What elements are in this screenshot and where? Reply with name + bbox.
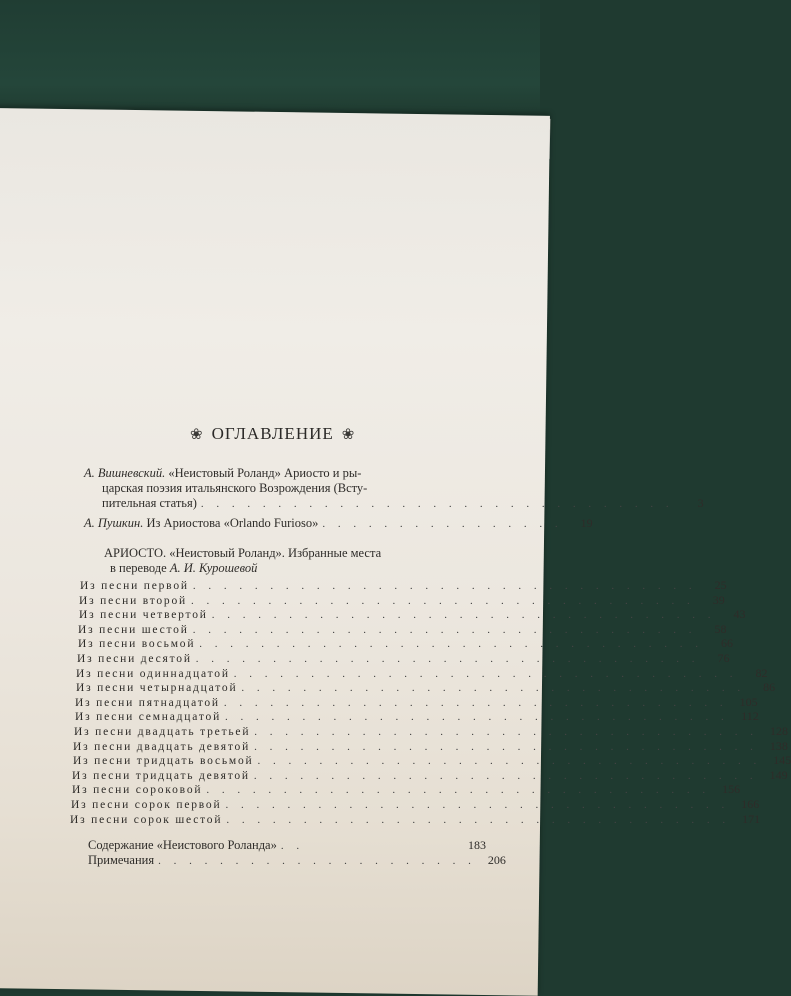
dot-leader: . . . . . . . . . . . . . . . . . . . . . . . . . . . . . . . . . (195, 652, 700, 665)
entry-title: Из песни сорок шестой (70, 813, 223, 826)
ornament-right-icon: ❀ (341, 426, 356, 443)
dot-leader: . . . . . . . . . . . . . . . . . . . . . (158, 855, 476, 867)
toc-heading (190, 424, 390, 444)
page-number: 66 (721, 636, 734, 651)
page-number: 19 (580, 516, 593, 530)
list-item (75, 709, 759, 724)
list-item (80, 578, 727, 593)
list-item (76, 680, 776, 695)
toc-entry-pushkin (84, 516, 593, 531)
dot-leader: . . . . . . . . . . . . . . . . . . . . . . . . . . . . . . . . . (223, 696, 728, 709)
entry-title: Из песни шестой (78, 623, 189, 636)
list-item (73, 753, 791, 768)
dot-leader: . . . . . . . . . . . . . . . . . . . . . . . . . . . . . . . . . (254, 740, 758, 753)
entry-title: Из песни первой (80, 580, 189, 592)
toc-end-items (88, 838, 506, 868)
page-number: 206 (487, 853, 506, 867)
list-item (74, 723, 789, 739)
toc-list (70, 578, 791, 826)
ornament-left-icon: ❀ (190, 426, 204, 443)
page-number: 112 (741, 709, 759, 724)
list-item (73, 738, 788, 754)
list-item (78, 636, 734, 651)
dot-leader: . . . . . . . . . . . . . . . . . . . . . . . . . . . . . . . . . (241, 682, 746, 695)
entry-author: А. Вишневский. (84, 466, 166, 480)
list-item (71, 796, 760, 812)
page-number: 86 (763, 680, 776, 695)
list-item (72, 767, 788, 783)
dot-leader: . . . . . . . . . . . . . . . . . . . . . . . . . . . . . . . . . (257, 755, 762, 768)
list-item (79, 592, 725, 608)
section-translation-prefix: в переводе (110, 561, 167, 575)
list-item (76, 665, 768, 681)
toc-entry-essay (84, 466, 704, 511)
section-ariosto (104, 546, 484, 576)
entry-title: Содержание «Неистового Роланда» (88, 838, 277, 852)
dot-leader: . . . . . . . . . . . . . . . . (322, 518, 563, 530)
entry-title-line: пительная статья) (102, 496, 197, 510)
entry-title: Из песни десятой (77, 652, 192, 665)
entry-title: Из песни сорок первой (71, 798, 222, 811)
list-item (70, 811, 761, 827)
entry-title: Из песни четырнадцатой (76, 682, 238, 695)
dot-leader: . . . . . . . . . . . . . . . . . . . . . . . . . . . . . . . . . (199, 638, 704, 651)
dot-leader: . . . . . . . . . . . . . . . . . . . . . . . . . . . . . . . . . (225, 711, 729, 724)
dot-leader: . . . . . . . . . . . . . . . . . . . . . . . . . . . . . . . . . (190, 594, 695, 607)
dot-leader: . . . . . . . . . . . . . . . . . . . . . . . . . . . . . . . . . (253, 769, 758, 782)
section-title-line: АРИОСТО. «Неистовый Роланд». Избранные места (104, 546, 382, 560)
entry-title-line: Из Ариостова «Orlando Furioso» (146, 516, 319, 530)
list-item (88, 838, 486, 853)
page-number: 82 (755, 665, 768, 680)
entry-title-line: царская поэзия итальянского Возрождения (Всту- (102, 481, 368, 495)
dot-leader: . . (280, 840, 305, 852)
page-number: 145 (773, 753, 791, 768)
entry-title: Из песни двадцать третьей (74, 725, 251, 738)
dot-leader: . . . . . . . . . . . . . . . . . . . . . . . . . . . . . . . . . (211, 609, 716, 622)
entry-title: Из песни второй (79, 594, 187, 607)
page-number: 25 (714, 578, 727, 592)
entry-title-line: «Неистовый Роланд» Ариосто и ры- (168, 466, 362, 480)
page-number: 76 (717, 650, 730, 665)
entry-author: А. Пушкин. (84, 516, 144, 530)
entry-title: Из песни восьмой (78, 638, 196, 651)
list-item (75, 694, 758, 710)
section-translator: А. И. Курошевой (169, 561, 258, 575)
list-item (77, 650, 730, 666)
list-item (78, 621, 727, 637)
dot-leader: . . . . . . . . . . . . . . . . . . . . . . . . . . . . . . . . . (192, 623, 697, 636)
page-number: 39 (712, 592, 725, 607)
dot-leader: . . . . . . . . . . . . . . . . . . . . . . . . . . . . . . . (200, 498, 674, 510)
dot-leader: . . . . . . . . . . . . . . . . . . . . . . . . . . . . . . . . . (254, 725, 759, 738)
page-number: 3 (697, 496, 704, 510)
dot-leader: . . . . . . . . . . . . . . . . . . . . . . . . . . . . . . . . . (225, 798, 730, 811)
page-number: 183 (468, 838, 486, 852)
entry-title: Из песни тридцать восьмой (73, 755, 254, 768)
dot-leader: . . . . . . . . . . . . . . . . . . . . . . . . . . . . . . . . . (192, 580, 697, 592)
page-number: 149 (769, 767, 788, 782)
entry-title: Из песни тридцать девятой (72, 769, 250, 782)
page-number: 105 (739, 694, 758, 709)
dot-leader: . . . . . . . . . . . . . . . . . . . . . . . . . . . . . . . . . (206, 784, 711, 797)
page-number: 166 (741, 796, 760, 811)
entry-title: Из песни четвертой (79, 609, 208, 622)
entry-title: Из песни пятнадцатой (75, 696, 220, 709)
page-number: 171 (742, 811, 761, 826)
page-number: 138 (769, 738, 788, 753)
entry-title: Из песни двадцать девятой (73, 740, 251, 753)
dot-leader: . . . . . . . . . . . . . . . . . . . . . . . . . . . . . . . . . (233, 667, 738, 680)
entry-title: Из песни одиннадцатой (76, 667, 230, 680)
list-item (72, 782, 741, 797)
list-item (79, 607, 746, 622)
dot-leader: . . . . . . . . . . . . . . . . . . . . . . . . . . . . . . . . . (226, 813, 731, 826)
page-number: 43 (733, 607, 746, 622)
list-item (88, 853, 506, 868)
entry-title: Из песни семнадцатой (75, 711, 222, 724)
entry-title: Примечания (88, 853, 155, 867)
entry-title: Из песни сороковой (72, 784, 203, 797)
toc-title: ОГЛАВЛЕНИЕ (211, 424, 334, 443)
page-number: 58 (714, 621, 727, 636)
page-number: 128 (770, 723, 789, 738)
page-number: 156 (722, 782, 741, 797)
